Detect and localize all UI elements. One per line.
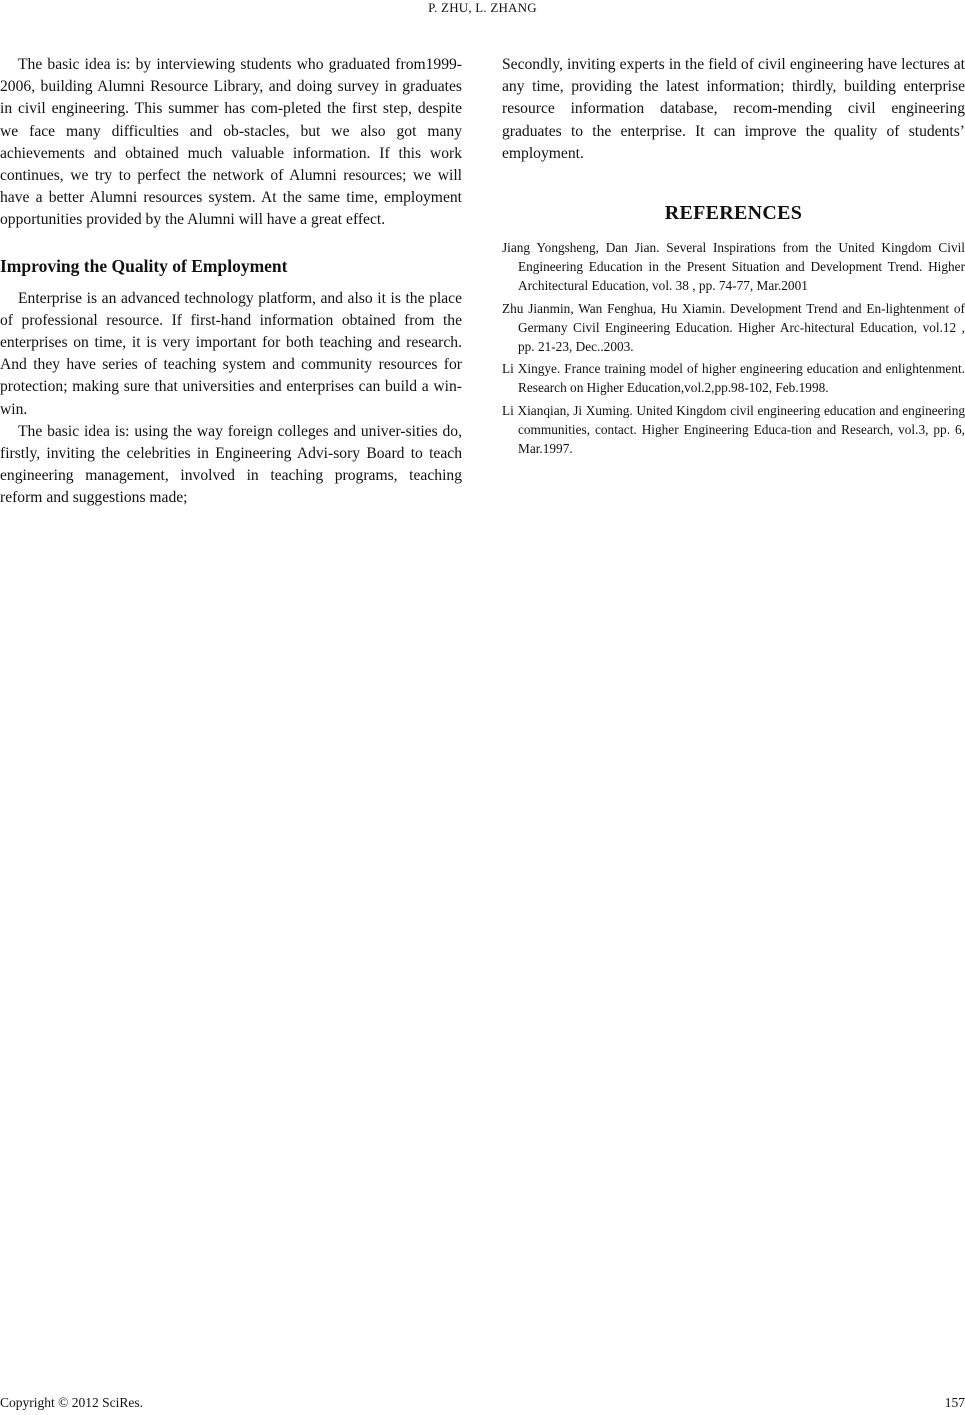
reference-list <box>502 238 965 458</box>
body-paragraph: The basic idea is: using the way foreign colleges and univer-sities do, firstly, inviting the celebrities in Engineering Advi-sory Board to teach engineering management, involved in teaching programs, teaching reform and suggestions made; <box>0 422 462 507</box>
reference-item: Jiang Yongsheng, Dan Jian. Several Inspirations from the United Kingdom Civil Engineering Education in the Present Situation and Development Trend. Higher Architectural Education, vol. 38 , pp. 74-77, Mar.2001 <box>502 240 965 294</box>
body-paragraph: Enterprise is an advanced technology platform, and also it is the place of professional resource. If first-hand information obtained from the enterprises on time, it is very important for both teaching and research. And they have series of teaching system and community resources for protection; making sure that universities and enterprises can build a win-win. <box>0 289 462 418</box>
page-number: 157 <box>944 1395 965 1410</box>
references-heading: REFERENCES <box>664 202 803 225</box>
body-paragraph: The basic idea is: by interviewing students who graduated from1999-2006, building Alumni Resource Library, and doing survey in graduates in civil engineering. This summer has com-pleted the first step, despite we face many difficulties and ob-stacles, but we also got many achievements and obtained much valuable information. If this work continues, we try to perfect the network of Alumni resources; we will have a better Alumni resources system. At the same time, employment opportunities provided by the Alumni will have a great effect. <box>0 56 462 229</box>
copyright-notice: Copyright © 2012 SciRes. <box>0 1395 144 1410</box>
right-column <box>502 54 965 461</box>
reference-item: Zhu Jianmin, Wan Fenghua, Hu Xiamin. Development Trend and En-lightenment of Germany Civil Engineering Education. Higher Arc-hitectural Education, vol.12 , pp. 21-23, Dec..2003. <box>502 300 965 355</box>
reference-item: Li Xingye. France training model of higher engineering education and enlightenment. Research on Higher Education,vol.2,pp.98-102, Feb.1998. <box>502 361 965 396</box>
body-paragraph: Secondly, inviting experts in the field of civil engineering have lectures at any time, providing the latest information; thirdly, building enterprise resource information database, recom-mending civil engineering graduates to the enterprise. It can improve the quality of students’ employment. <box>502 56 965 162</box>
section-heading: Improving the Quality of Employment <box>0 255 288 276</box>
running-head: P. ZHU, L. ZHANG <box>428 0 537 15</box>
left-column <box>0 54 462 510</box>
reference-item: Li Xianqian, Ji Xuming. United Kingdom civil engineering education and engineering communities, contact. Higher Engineering Educa-tion and Research, vol.3, pp. 6, Mar.1997. <box>502 402 965 457</box>
